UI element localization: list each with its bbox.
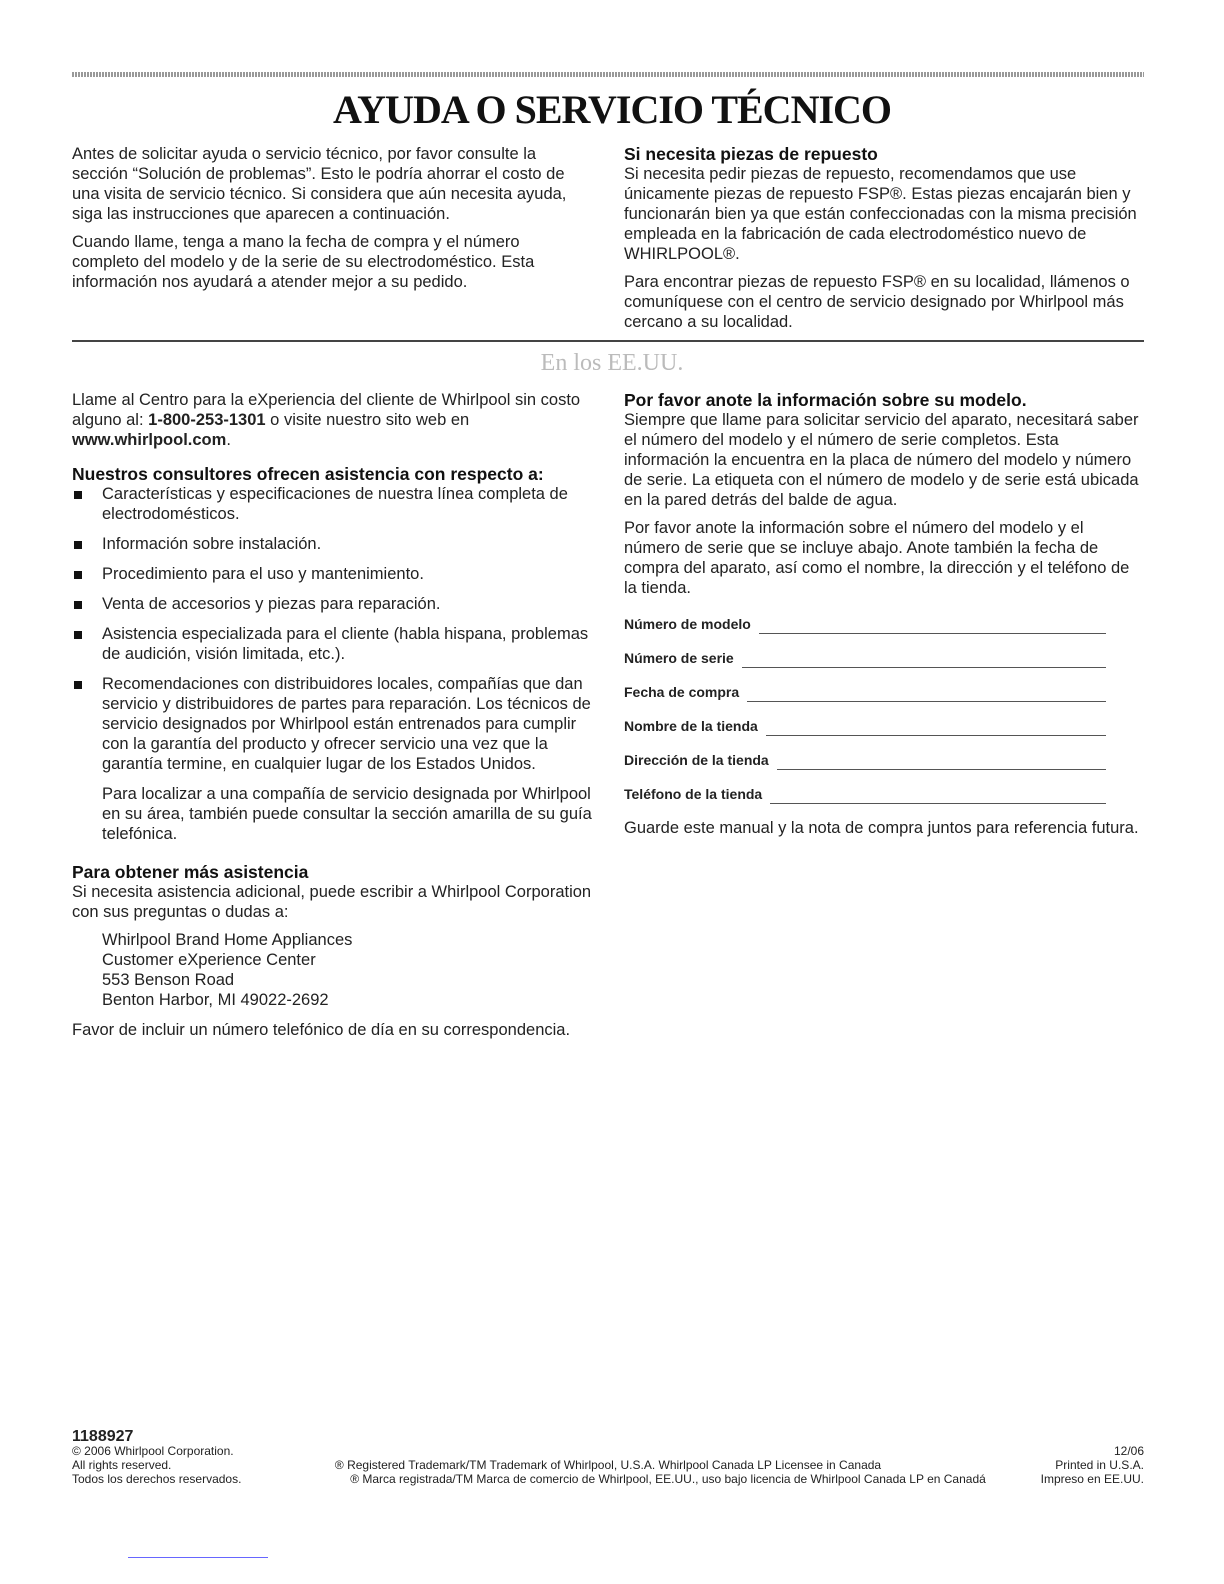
field-store-address[interactable] xyxy=(624,750,1106,770)
intro-paragraph-1: Antes de solicitar ayuda o servicio técnico, por favor consulte la sección “Solución de problemas”. Esto le podría ahorrar el costo de una visita de servicio técnico. Si considera que aún necesita ayuda, siga las instrucciones que aparecen a continuación. xyxy=(72,145,567,223)
field-purchase-date[interactable] xyxy=(624,682,1106,702)
address-line: Whirlpool Brand Home Appliances xyxy=(102,931,353,949)
repuesto-column xyxy=(624,144,1144,340)
keep-paragraph: Guarde este manual y la nota de compra juntos para referencia futura. xyxy=(624,819,1139,837)
field-model-number[interactable] xyxy=(624,614,1106,634)
list-item: Procedimiento para el uso y mantenimiento. xyxy=(72,564,592,584)
model-column xyxy=(624,390,1144,846)
call-paragraph xyxy=(72,390,592,450)
mailing-address xyxy=(72,930,592,1010)
model-paragraph-2: Por favor anote la información sobre el número del modelo y el número de serie que se incluye abajo. Anote también la fecha de compra del aparato, así como el nombre, la dirección y el teléfono de la tienda. xyxy=(624,519,1130,597)
us-column xyxy=(72,390,592,1048)
footer-row xyxy=(72,1458,1144,1472)
page-title: AYUDA O SERVICIO TÉCNICO xyxy=(332,87,892,132)
field-label: Número de serie xyxy=(624,650,734,666)
print-date: 12/06 xyxy=(1113,1444,1144,1458)
footer-row xyxy=(72,1444,1144,1458)
intro-paragraph-2: Cuando llame, tenga a mano la fecha de compra y el número completo del modelo y de la serie de su electrodoméstico. Esta información nos ayudará a atender mejor a su pedido. xyxy=(72,233,535,291)
write-line xyxy=(770,791,1106,804)
write-line xyxy=(742,655,1106,668)
field-label: Nombre de la tienda xyxy=(624,718,758,734)
top-dotted-rule xyxy=(72,72,1144,77)
model-heading: Por favor anote la información sobre su modelo. xyxy=(624,390,1027,410)
field-label: Fecha de compra xyxy=(624,684,740,700)
website-link[interactable]: www.whirlpool.com xyxy=(72,431,227,449)
call-text-mid: o visite nuestro sito web en xyxy=(265,411,470,429)
call-text: Llame al Centro para la eXperiencia del cliente de Whirlpool sin costo alguno al: xyxy=(72,391,581,429)
bottom-blue-line xyxy=(128,1557,268,1558)
repuesto-paragraph-1: Si necesita pedir piezas de repuesto, recomendamos que use únicamente piezas de repuesto FSP®. Estas piezas encajarán bien y funcionarán bien ya que están confeccionadas con la misma precisión empleada en la fabricación de cada electrodoméstico nuevo de WHIRLPOOL®. xyxy=(624,165,1137,263)
printed-es: Impreso en EE.UU. xyxy=(1040,1472,1144,1486)
field-label: Número de modelo xyxy=(624,616,751,632)
field-label: Dirección de la tienda xyxy=(624,752,769,768)
field-serial-number[interactable] xyxy=(624,648,1106,668)
consult-list xyxy=(72,484,592,774)
consult-heading: Nuestros consultores ofrecen asistencia con respecto a: xyxy=(72,464,544,484)
write-line xyxy=(747,689,1106,702)
field-store-phone[interactable] xyxy=(624,784,1106,804)
field-store-name[interactable] xyxy=(624,716,1106,736)
phone-number[interactable]: 1-800-253-1301 xyxy=(148,411,266,429)
locate-paragraph: Para localizar a una compañía de servicio designada por Whirlpool en su área, también puede consultar la sección amarilla de su guía telefónica. xyxy=(102,785,592,843)
list-item: Recomendaciones con distribuidores locales, compañías que dan servicio y distribuidores de partes para reparación. Los técnicos de servicio designados por Whirlpool están entrenados para cumplir con la garantía del producto y ofrecer servicio una vez que la garantía termine, en cualquier lugar de los Estados Unidos. xyxy=(72,674,592,774)
write-line xyxy=(766,723,1106,736)
intro-column xyxy=(72,144,584,300)
write-line xyxy=(759,621,1106,634)
repuesto-heading: Si necesita piezas de repuesto xyxy=(624,144,878,164)
list-item: Venta de accesorios y piezas para reparación. xyxy=(72,594,592,614)
more-heading: Para obtener más asistencia xyxy=(72,862,309,882)
rights-es: Todos los derechos reservados. xyxy=(72,1472,242,1486)
page-footer xyxy=(72,1430,1144,1486)
footer-row xyxy=(72,1472,1144,1486)
list-item: Información sobre instalación. xyxy=(72,534,592,554)
section-divider xyxy=(72,340,1144,342)
trademark-en: ® Registered Trademark/TM Trademark of Whirlpool, U.S.A. Whirlpool Canada LP Licensee in Canada xyxy=(334,1458,882,1472)
record-fields xyxy=(624,614,1106,804)
address-line: Customer eXperience Center xyxy=(102,951,316,969)
write-line xyxy=(777,757,1106,770)
include-paragraph: Favor de incluir un número telefónico de día en su correspondencia. xyxy=(72,1021,571,1039)
address-line: 553 Benson Road xyxy=(102,971,235,989)
model-paragraph-1: Siempre que llame para solicitar servicio del aparato, necesitará saber el número del modelo y el número de serie completos. Esta información la encuentra en la placa de número del modelo y número de serie. La etiqueta con el número de modelo y de serie está ubicada en la pared detrás del balde de agua. xyxy=(624,411,1139,509)
printed-en: Printed in U.S.A. xyxy=(1055,1458,1144,1472)
call-text-end: . xyxy=(226,431,231,449)
trademark-es: ® Marca registrada/TM Marca de comercio de Whirlpool, EE.UU., uso bajo licencia de Whirlpool Canada LP en Canadá xyxy=(350,1472,986,1486)
rights-en: All rights reserved. xyxy=(72,1458,172,1472)
list-item: Características y especificaciones de nuestra línea completa de electrodomésticos. xyxy=(72,484,592,524)
repuesto-paragraph-2: Para encontrar piezas de repuesto FSP® en su localidad, llámenos o comuníquese con el centro de servicio designado por Whirlpool más cercano a su localidad. xyxy=(624,273,1130,331)
copyright: © 2006 Whirlpool Corporation. xyxy=(72,1444,234,1458)
section-title: En los EE.UU. xyxy=(540,350,684,376)
part-number: 1188927 xyxy=(72,1428,134,1445)
more-paragraph: Si necesita asistencia adicional, puede escribir a Whirlpool Corporation con sus preguntas o dudas a: xyxy=(72,883,592,921)
address-line: Benton Harbor, MI 49022-2692 xyxy=(102,991,329,1009)
list-item: Asistencia especializada para el cliente (habla hispana, problemas de audición, visión limitada, etc.). xyxy=(72,624,592,664)
field-label: Teléfono de la tienda xyxy=(624,786,763,802)
